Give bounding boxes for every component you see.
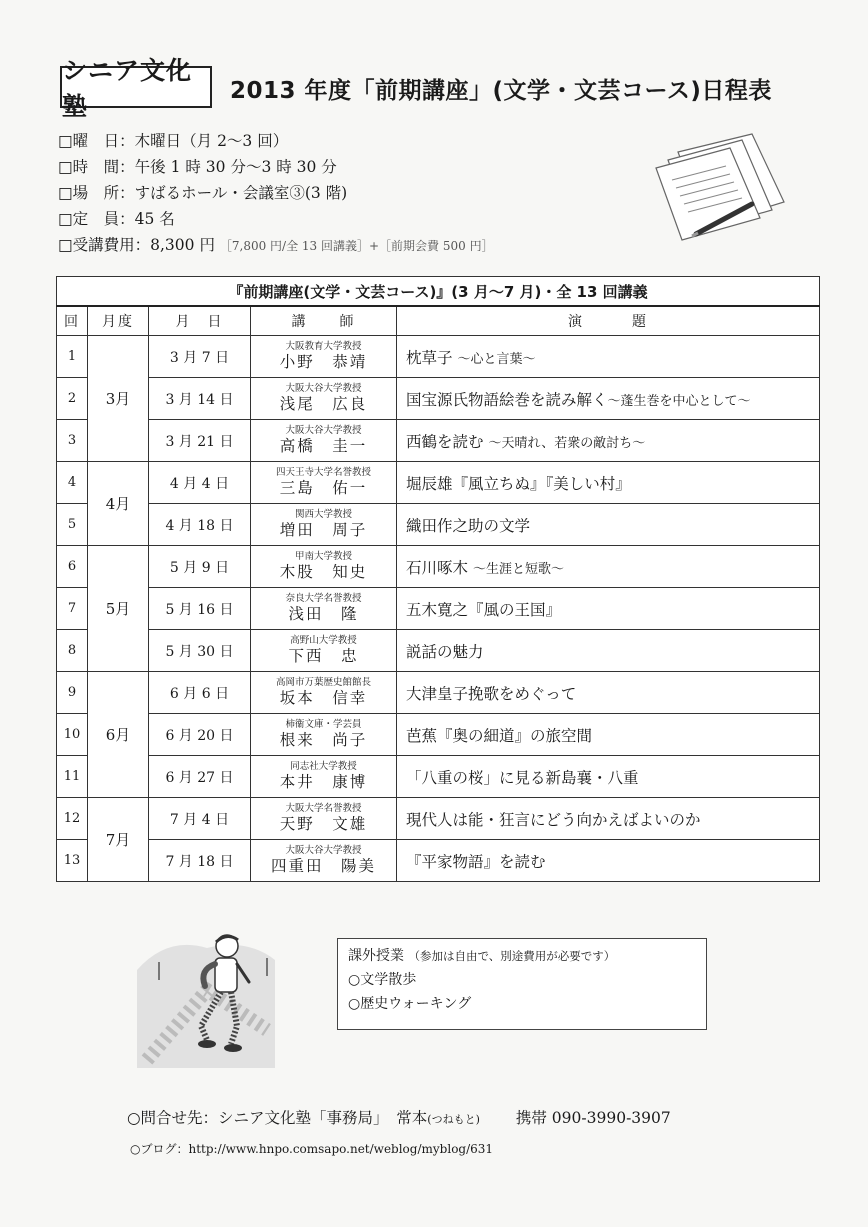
lecturer-affiliation: 四天王寺大学名誉教授	[275, 467, 371, 478]
page-title: 2013 年度「前期講座」(文学・文芸コース)日程表	[230, 78, 772, 104]
col-header-month: 月度	[88, 306, 149, 336]
topic-cell	[397, 504, 820, 546]
col-header-date: 月 日	[149, 306, 251, 336]
info-day	[58, 128, 494, 154]
schedule-title: 『前期講座(文学・文芸コース)』(3 月～7 月)・全 13 回講義	[57, 277, 820, 307]
table-row	[57, 630, 820, 672]
lecturer-affiliation: 甲南大学教授	[294, 551, 352, 562]
topic-cell	[397, 588, 820, 630]
col-header-lecturer: 講 師	[251, 306, 397, 336]
table-row	[57, 672, 820, 714]
schedule-table	[56, 276, 820, 882]
info-fee	[58, 232, 494, 259]
topic-cell	[397, 630, 820, 672]
topic-cell	[397, 840, 820, 882]
topic-title: 堀辰雄『風立ちぬ』『美しい村』	[406, 474, 631, 493]
session-number: 11	[57, 756, 88, 798]
session-number: 5	[57, 504, 88, 546]
lecturer-name: 下西 忠	[288, 647, 359, 665]
contact-line	[127, 1106, 671, 1128]
topic-cell	[397, 714, 820, 756]
lecturer-name: 四重田 陽美	[270, 857, 376, 875]
session-date: 3 月 21 日	[149, 420, 251, 462]
topic-title: 西鶴を読む	[406, 432, 484, 451]
topic-cell	[397, 378, 820, 420]
table-row	[57, 798, 820, 840]
topic-title: 現代人は能・狂言にどう向かえばよいのか	[406, 810, 701, 829]
session-date: 5 月 30 日	[149, 630, 251, 672]
lecturer-name: 高橋 圭一	[279, 437, 368, 455]
lecturer-cell	[251, 336, 397, 378]
session-number: 8	[57, 630, 88, 672]
table-row	[57, 504, 820, 546]
lecturer-cell	[251, 630, 397, 672]
extra-activities-box	[337, 938, 707, 1030]
lecturer-cell	[251, 378, 397, 420]
lecturer-name: 坂本 信幸	[279, 689, 368, 707]
lecturer-name: 木股 知史	[279, 563, 368, 581]
table-row	[57, 588, 820, 630]
topic-cell	[397, 420, 820, 462]
info-place	[58, 180, 494, 206]
extra-note: （参加は自由で、別途費用が必要です）	[408, 949, 616, 963]
session-number: 4	[57, 462, 88, 504]
blog-line: ○ブログ：http://www.hnpo.comsapo.net/weblog/myblog/631	[130, 1142, 494, 1156]
info-place-text: □場 所：すばるホール・会議室③(3 階)	[58, 184, 348, 202]
session-date: 5 月 16 日	[149, 588, 251, 630]
topic-cell	[397, 546, 820, 588]
session-date: 4 月 4 日	[149, 462, 251, 504]
session-date: 3 月 7 日	[149, 336, 251, 378]
topic-title: 説話の魅力	[406, 642, 484, 661]
column-headers	[57, 306, 820, 336]
info-fee-text: □受講費用：8,300 円	[58, 236, 215, 254]
info-capacity-text: □定 員：45 名	[58, 210, 175, 228]
topic-cell	[397, 462, 820, 504]
lecturer-name: 小野 恭靖	[279, 353, 368, 371]
topic-subtitle: ～心と言葉～	[457, 351, 536, 367]
documents-pen-illustration	[648, 128, 788, 246]
topic-title: 「八重の桜」に見る新島襄・八重	[406, 768, 639, 787]
contact-phone: 携帯 090-3990-3907	[515, 1109, 671, 1127]
topic-title: 枕草子	[406, 348, 453, 367]
extra-item: ○歴史ウォーキング	[348, 996, 472, 1012]
lecturer-cell	[251, 420, 397, 462]
session-number: 7	[57, 588, 88, 630]
table-row	[57, 546, 820, 588]
topic-subtitle: ～天晴れ、若衆の敵討ち～	[488, 435, 646, 451]
topic-title: 大津皇子挽歌をめぐって	[406, 684, 577, 703]
session-date: 7 月 18 日	[149, 840, 251, 882]
topic-subtitle: ～蓬生巻を中心として～	[607, 393, 751, 409]
topic-title: 『平家物語』を読む	[406, 852, 546, 871]
info-time	[58, 154, 494, 180]
month-cell: 5月	[88, 546, 149, 672]
session-number: 6	[57, 546, 88, 588]
info-fee-breakdown: ［7,800 円/全 13 回講義］+［前期会費 500 円］	[219, 239, 494, 253]
session-number: 9	[57, 672, 88, 714]
lecturer-cell	[251, 504, 397, 546]
lecturer-affiliation: 奈良大学名誉教授	[285, 593, 362, 604]
lecturer-affiliation: 高岡市万葉歴史館館長	[275, 677, 371, 688]
info-capacity	[58, 206, 494, 232]
lecturer-cell	[251, 546, 397, 588]
lecturer-name: 本井 康博	[279, 773, 368, 791]
lecturer-affiliation: 関西大学教授	[294, 509, 352, 520]
lecturer-affiliation: 高野山大学教授	[290, 635, 357, 646]
lecturer-name: 三島 佑一	[279, 479, 368, 497]
lecturer-name: 浅田 隆	[288, 605, 359, 623]
lecturer-cell	[251, 798, 397, 840]
lecturer-affiliation: 大阪大学名誉教授	[285, 803, 362, 814]
col-header-topic: 演 題	[397, 306, 820, 336]
lecturer-name: 根来 尚子	[279, 731, 368, 749]
topic-cell	[397, 672, 820, 714]
lecturer-cell	[251, 840, 397, 882]
topic-cell	[397, 756, 820, 798]
info-day-text: □曜 日：木曜日（月 2～3 回）	[58, 132, 289, 150]
topic-title: 五木寛之『風の王国』	[406, 600, 562, 619]
table-row	[57, 756, 820, 798]
session-number: 10	[57, 714, 88, 756]
lecturer-affiliation: 大阪教育大学教授	[285, 341, 362, 352]
month-cell: 4月	[88, 462, 149, 546]
col-header-number: 回	[57, 306, 88, 336]
walking-person-illustration	[137, 930, 277, 1070]
month-cell: 6月	[88, 672, 149, 798]
lecturer-cell	[251, 672, 397, 714]
session-date: 6 月 6 日	[149, 672, 251, 714]
lecturer-cell	[251, 714, 397, 756]
month-cell: 3月	[88, 336, 149, 462]
session-number: 2	[57, 378, 88, 420]
table-row	[57, 336, 820, 378]
info-time-text: □時 間：午後 1 時 30 分～3 時 30 分	[58, 158, 337, 176]
logo: シニア文化塾	[60, 66, 212, 108]
lecturer-name: 天野 文雄	[279, 815, 368, 833]
table-row	[57, 420, 820, 462]
topic-cell	[397, 798, 820, 840]
table-row	[57, 714, 820, 756]
lecturer-affiliation: 大阪大谷大学教授	[285, 425, 362, 436]
lecturer-affiliation: 柿衞文庫・学芸員	[285, 719, 362, 730]
extra-title: 課外授業	[348, 948, 404, 964]
session-number: 12	[57, 798, 88, 840]
contact-label: ○問合せ先：シニア文化塾「事務局」 常本	[127, 1109, 428, 1127]
topic-title: 石川啄木	[406, 558, 469, 577]
month-cell: 7月	[88, 798, 149, 882]
lecturer-cell	[251, 462, 397, 504]
topic-subtitle: ～生涯と短歌～	[472, 561, 564, 577]
lecturer-cell	[251, 588, 397, 630]
session-date: 6 月 20 日	[149, 714, 251, 756]
session-number: 13	[57, 840, 88, 882]
topic-title: 芭蕉『奥の細道』の旅空間	[406, 726, 593, 745]
table-row	[57, 462, 820, 504]
session-number: 1	[57, 336, 88, 378]
topic-cell	[397, 336, 820, 378]
table-row	[57, 840, 820, 882]
contact-reading: (つねもと)	[427, 1113, 480, 1126]
extra-header	[348, 945, 696, 965]
lecturer-affiliation: 大阪大谷大学教授	[285, 383, 362, 394]
session-date: 6 月 27 日	[149, 756, 251, 798]
session-date: 3 月 14 日	[149, 378, 251, 420]
extra-item: ○文学散歩	[348, 972, 417, 988]
topic-title: 織田作之助の文学	[406, 516, 531, 535]
session-number: 3	[57, 420, 88, 462]
session-date: 4 月 18 日	[149, 504, 251, 546]
lecturer-name: 増田 周子	[279, 521, 368, 539]
session-date: 5 月 9 日	[149, 546, 251, 588]
session-date: 7 月 4 日	[149, 798, 251, 840]
lecturer-affiliation: 同志社大学教授	[290, 761, 357, 772]
lecturer-affiliation: 大阪大谷大学教授	[285, 845, 362, 856]
table-row	[57, 378, 820, 420]
topic-title: 国宝源氏物語絵巻を読み解く	[406, 390, 608, 409]
lecturer-cell	[251, 756, 397, 798]
course-info	[58, 128, 494, 259]
lecturer-name: 浅尾 広良	[279, 395, 368, 413]
